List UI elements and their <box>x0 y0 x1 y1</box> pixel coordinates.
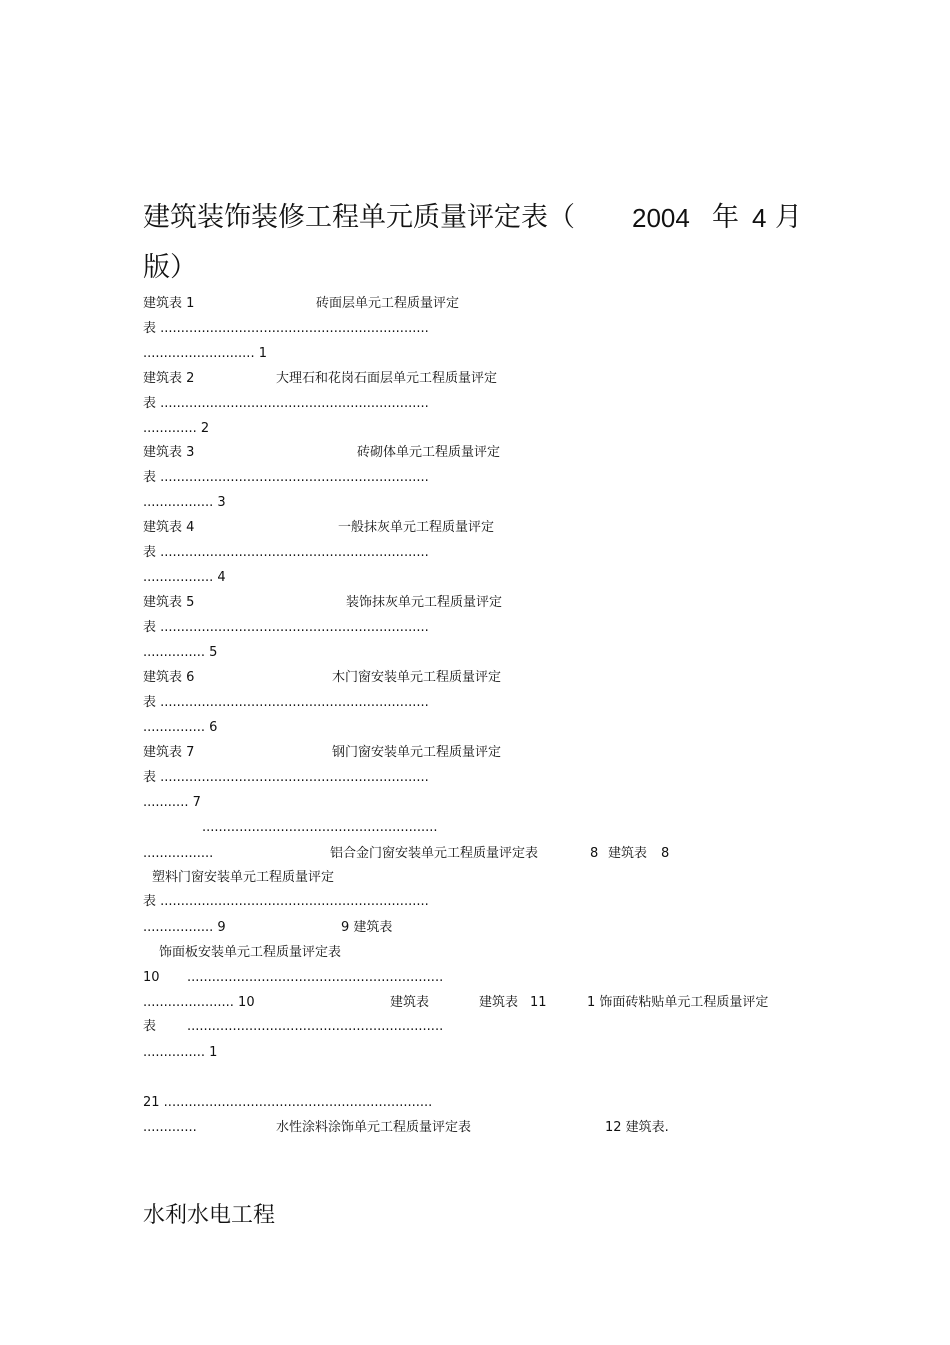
toc-10-name: 饰面板安装单元工程质量评定表 <box>159 945 342 960</box>
doc-title-year: 2004 <box>632 203 690 233</box>
toc-12-leader: 21 ................................................................. <box>143 1095 433 1110</box>
toc-10-page: ...................... 10 <box>143 995 255 1010</box>
toc-3-page: ................. 3 <box>143 495 226 510</box>
toc-6-name: 木门窗安装单元工程质量评定 <box>332 670 502 685</box>
toc-11-lead-char: 表 <box>143 1019 157 1034</box>
toc-9-name: 塑料门窗安装单元工程质量评定 <box>152 870 335 885</box>
toc-1-page: ........................... 1 <box>143 346 267 361</box>
toc-12-num-label: 12 建筑表. <box>605 1120 669 1135</box>
toc-9-num-label: 9 建筑表 <box>341 920 393 935</box>
toc-10-dots: .............................................................. <box>187 970 444 985</box>
toc-7-prefix: 建筑表 7 <box>143 745 195 760</box>
toc-6-page: ............... 6 <box>143 720 218 735</box>
toc-6-leader: 表 ................................................................. <box>143 695 429 710</box>
toc-11-dots: .............................................................. <box>187 1019 444 1034</box>
toc-8-dots: ......................................................... <box>202 820 438 835</box>
toc-8-leader: ................. <box>143 846 214 861</box>
toc-10-label-a: 建筑表 <box>390 995 430 1010</box>
toc-1-prefix: 建筑表 1 <box>143 296 195 311</box>
toc-7-leader: 表 ................................................................. <box>143 770 429 785</box>
toc-8-label: 建筑表 <box>608 846 648 861</box>
toc-11-num: 11 <box>530 995 547 1010</box>
toc-4-prefix: 建筑表 4 <box>143 520 195 535</box>
toc-11-page: ............... 1 <box>143 1045 218 1060</box>
toc-3-prefix: 建筑表 3 <box>143 445 195 460</box>
toc-8-name: 铝合金门窗安装单元工程质量评定表 <box>330 846 539 861</box>
toc-3-leader: 表 ................................................................. <box>143 470 429 485</box>
doc-title-yue: 月 <box>775 202 802 233</box>
doc-title-line1: 建筑装饰装修工程单元质量评定表（ <box>143 202 575 233</box>
doc-title-month-num: 4 <box>752 203 767 233</box>
toc-7-page: ........... 7 <box>143 795 201 810</box>
doc-title-line2: 版） <box>143 252 197 283</box>
toc-3-name: 砖砌体单元工程质量评定 <box>357 445 501 460</box>
toc-4-name: 一般抹灰单元工程质量评定 <box>338 520 495 535</box>
toc-4-page: ................. 4 <box>143 570 226 585</box>
toc-6-prefix: 建筑表 6 <box>143 670 195 685</box>
toc-9-leader: 表 ................................................................. <box>143 894 429 909</box>
toc-10-num: 10 <box>143 970 160 985</box>
toc-12-dots: ............. <box>143 1120 197 1135</box>
section-heading: 水利水电工程 <box>143 1203 276 1228</box>
toc-2-prefix: 建筑表 2 <box>143 371 195 386</box>
doc-title-nian: 年 <box>712 202 739 233</box>
toc-2-name: 大理石和花岗石面层单元工程质量评定 <box>276 371 498 386</box>
toc-5-leader: 表 ................................................................. <box>143 620 429 635</box>
toc-8-num2: 8 <box>661 846 670 861</box>
toc-1-name: 砖面层单元工程质量评定 <box>316 296 460 311</box>
toc-8-num: 8 <box>590 846 599 861</box>
toc-11-label: 建筑表 <box>479 995 519 1010</box>
toc-2-leader: 表 ................................................................. <box>143 396 429 411</box>
toc-5-prefix: 建筑表 5 <box>143 595 195 610</box>
toc-11-name: 1 饰面砖粘贴单元工程质量评定 <box>587 995 769 1010</box>
toc-4-leader: 表 ................................................................. <box>143 545 429 560</box>
toc-9-page: ................. 9 <box>143 920 226 935</box>
toc-2-page: ............. 2 <box>143 421 210 436</box>
toc-12-name: 水性涂料涂饰单元工程质量评定表 <box>276 1120 472 1135</box>
toc-1-leader: 表 ................................................................. <box>143 321 429 336</box>
toc-5-page: ............... 5 <box>143 645 218 660</box>
toc-5-name: 装饰抹灰单元工程质量评定 <box>346 595 503 610</box>
toc-7-name: 钢门窗安装单元工程质量评定 <box>332 745 502 760</box>
